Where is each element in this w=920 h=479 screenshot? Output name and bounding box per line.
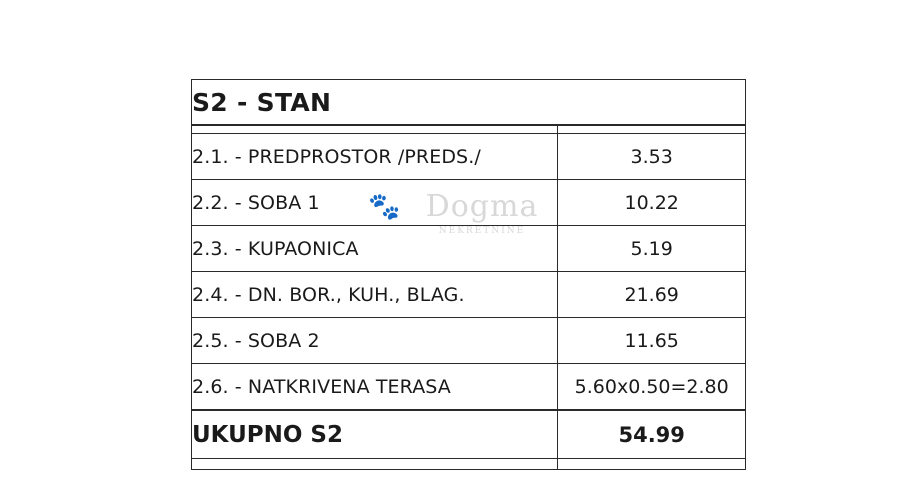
table-row — [192, 272, 746, 318]
table-row — [192, 134, 746, 180]
table-row — [192, 180, 746, 226]
table-row — [192, 318, 746, 364]
total-value: 54.99 — [558, 410, 746, 459]
bottom-right — [558, 459, 746, 470]
row-value: 10.22 — [558, 180, 746, 226]
separator-right — [558, 125, 746, 134]
paw-icon: 🐾 — [368, 192, 401, 222]
row-label: 2.1. - PREDPROSTOR /PREDS./ — [192, 134, 558, 180]
table-title-row — [192, 80, 746, 126]
total-label: UKUPNO S2 — [192, 410, 558, 459]
row-label: 2.2. - SOBA 1 — [192, 180, 558, 226]
row-value: 5.19 — [558, 226, 746, 272]
area-table-container — [191, 79, 746, 470]
area-table — [191, 79, 746, 470]
row-value: 11.65 — [558, 318, 746, 364]
row-value: 21.69 — [558, 272, 746, 318]
watermark-text: Dogma — [425, 189, 539, 224]
title-separator-row — [192, 125, 746, 134]
row-label: 2.6. - NATKRIVENA TERASA — [192, 364, 558, 411]
row-label: 2.5. - SOBA 2 — [192, 318, 558, 364]
table-row — [192, 226, 746, 272]
row-label: 2.4. - DN. BOR., KUH., BLAG. — [192, 272, 558, 318]
table-total-row — [192, 410, 746, 459]
table-row — [192, 364, 746, 411]
bottom-left — [192, 459, 558, 470]
row-label: 2.3. - KUPAONICA — [192, 226, 558, 272]
row-value: 5.60x0.50=2.80 — [558, 364, 746, 411]
watermark-subtext: NEKRETNINE — [438, 226, 526, 236]
separator-left — [192, 125, 558, 134]
page-title: S2 - STAN — [192, 80, 746, 126]
table-bottom-row — [192, 459, 746, 470]
row-value: 3.53 — [558, 134, 746, 180]
